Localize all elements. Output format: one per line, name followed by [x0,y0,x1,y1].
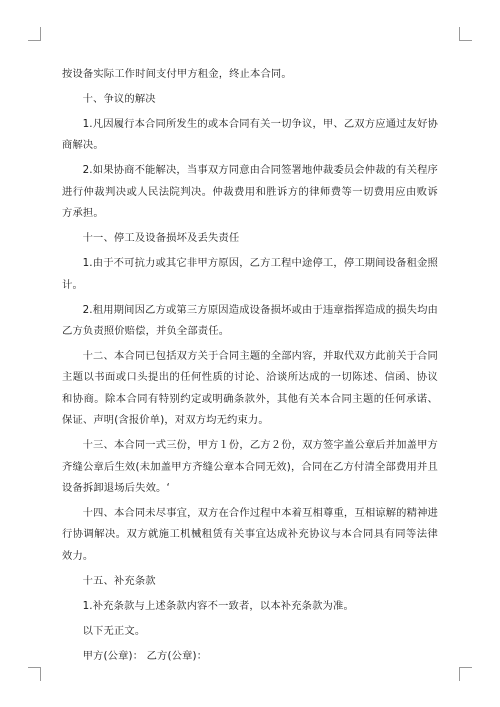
heading-dispute-resolution: 十、争议的解决 [82,93,156,105]
paragraph-supplementary-1: 1.补充条款与上述条款内容不一致者，以本补充条款为准。 [82,599,354,612]
signature-line: 甲方(公章)： 乙方(公章)： [82,649,208,662]
heading-supplementary-terms: 十五、补充条款 [82,574,156,587]
paragraph-clause-12: 十二、本合同已包括双方关于合同主题的全部内容，并取代双方此前关于合同主题以书面或口头提出的任何性质的讨论、洽谈所达成的一切陈述、信函、协议和协商。除本合同有特别约定或明确条款外，其他有关本合同主题的任何承诺、保证、声明(含报价单)，对双方均无约束力。 [62,350,438,427]
paragraph-clause-13: 十三、本合同一式三份，甲方１份，乙方２份，双方签字盖公章后并加盖甲方齐缝公章后生效(未加盖甲方齐缝公章本合同无效)，合同在乙方付清全部费用并且设备拆卸退场后失效。‘ [62,439,438,495]
document-body [62,64,438,671]
heading-work-stoppage: 十一、停工及设备损坏及丢失责任 [82,232,240,245]
paragraph-clause-14: 十四、本合同未尽事宜，双方在合作过程中本着互相尊重，互相谅解的精神进行协调解决。双方就施工机械租赁有关事宜达成补充协议与本合同具有同等法律效力。 [62,507,438,562]
paragraph-no-further-text: 以下无正文。 [82,624,146,637]
paragraph-dispute-1: 1.凡因履行本合同所发生的或本合同有关一切争议，甲、乙双方应通过友好协商解决。 [62,118,438,152]
paragraph-stoppage-1: 1.由于不可抗力或其它非甲方原因，乙方工程中途停工，停工期间设备租金照计。 [62,257,438,291]
paragraph-dispute-2: 2.如果协商不能解决，当事双方同意由合同签署地仲裁委员会仲裁的有关程序进行仲裁判决或人民法院判决。仲裁费用和胜诉方的律师费等一切费用应由败诉方承担。 [62,164,438,220]
paragraph-rent-payment: 按设备实际工作时间支付甲方租金，终止本合同。 [62,68,292,80]
paragraph-stoppage-2: 2.租用期间因乙方或第三方原因造成设备损坏或由于违章指挥造成的损失均由乙方负责照价赔偿，并负全部责任。 [62,303,438,338]
